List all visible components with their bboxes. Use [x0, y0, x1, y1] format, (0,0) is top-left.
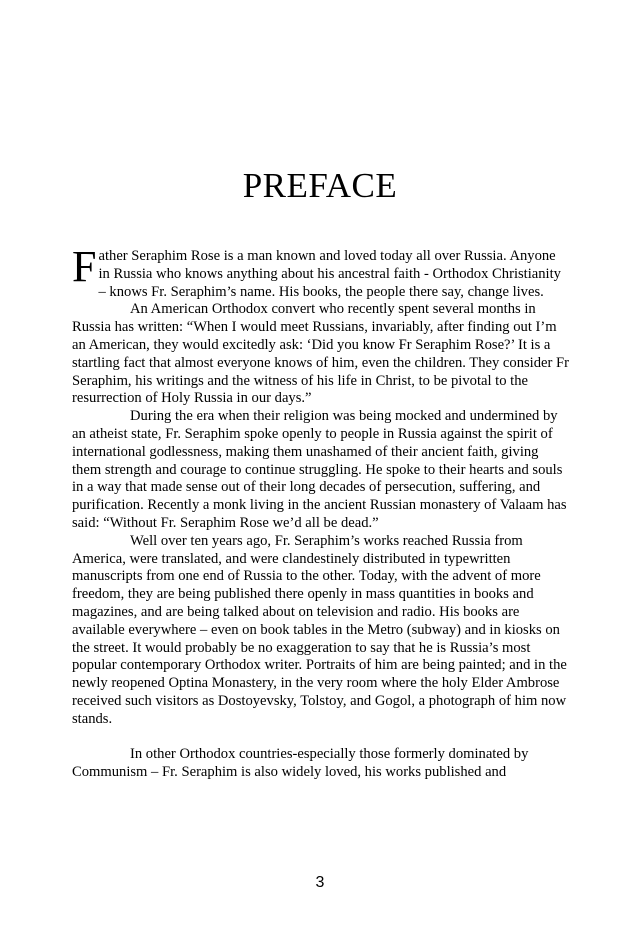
paragraph-5: In other Orthodox countries-especially those formerly dominated by Communism – Fr. Seraphim is also widely loved, his works published and [72, 746, 529, 781]
paragraph-1 [72, 242, 569, 301]
paragraph-4: Well over ten years ago, Fr. Seraphim’s works reached Russia from America, were translated, and were clandestinely distributed in typewritten manuscripts from one end of Russia to the other. Today, with the advent of more freedom, they are being published there openly in mass quantities in books and magazines, and are being talked about on television and radio. His books are available everywhere – even on book tables in the Metro (subway) and in kiosks on the street. It would probably be no exaggeration to say that he is Russia’s most popular contemporary Orthodox writer. Portraits of him are being painted; and in the newly reopened Optina Monastery, in the very room where the holy Elder Ambrose received such visitors as Dostoyevsky, Tolstoy, and Gogol, a photograph of him now stands. [72, 532, 567, 727]
preface-body [72, 242, 569, 782]
page-title: PREFACE [242, 166, 398, 205]
paragraph-1-text: ather Seraphim Rose is a man known and loved today all over Russia. Anyone in Russia who knows anything about his ancestral faith - Orthodox Christianity – knows Fr. Seraphim’s name. His books, the people there say, change lives. [98, 248, 561, 300]
paragraph-gap [72, 729, 569, 747]
paragraph-3: During the era when their religion was being mocked and undermined by an atheist state, Fr. Seraphim spoke openly to people in Russia against the spirit of international godlessness, making them unashamed of their ancient faith, giving them strength and courage to continue struggling. He spoke to their hearts and souls in a way that made sense out of their long decades of persecution, suffering, and purification. Recently a monk living in the ancient Russian monastery of Valaam has said: “Without Fr. Seraphim Rose we’d all be dead.” [72, 408, 567, 531]
drop-cap: F [72, 242, 97, 291]
page-number: 3 [315, 874, 325, 891]
paragraph-2: An American Orthodox convert who recently spent several months in Russia has written: “When I would meet Russians, invariably, after finding out I’m an American, they would excitedly ask: ‘Did you know Fr Seraphim Rose?’ It is a startling fact that almost everyone knows of him, even the children. They consider Fr Seraphim, his writings and the witness of his life in Christ, to be pivotal to the resurrection of Holy Russia in our days.” [72, 301, 569, 407]
